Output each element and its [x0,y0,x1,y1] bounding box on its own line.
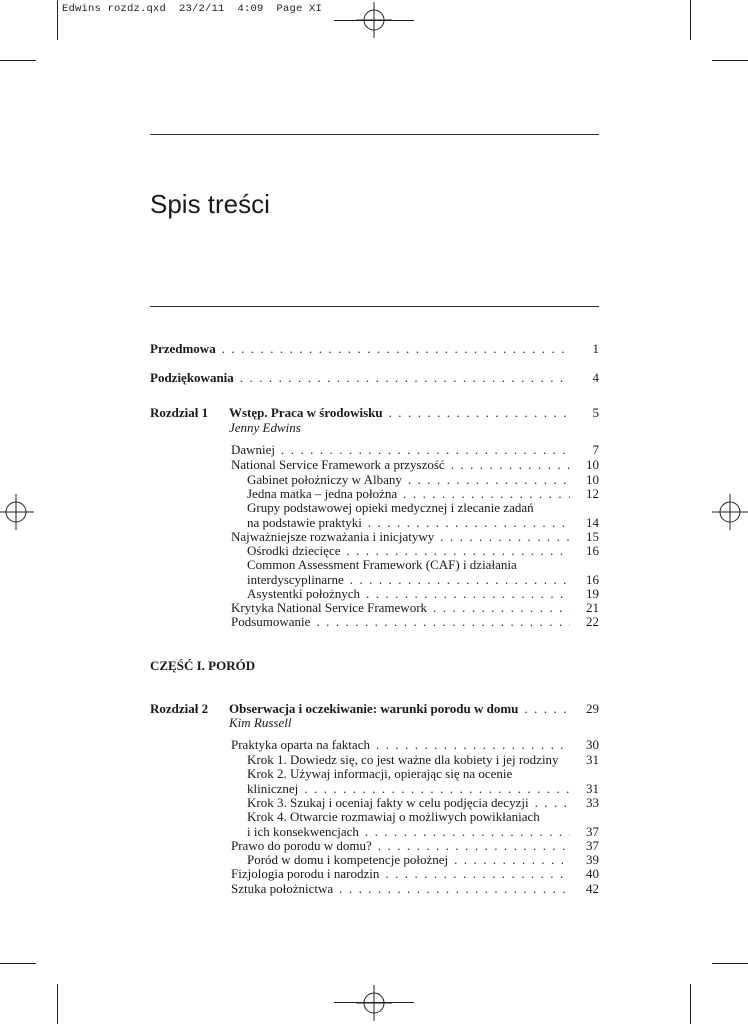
toc-entry[interactable] [247,543,599,558]
toc-entry[interactable] [247,586,599,601]
toc-entry-title: Obserwacja i oczekiwanie: warunki porodu w domu [229,701,519,716]
toc-entry[interactable] [231,614,599,629]
toc-entry[interactable] [247,486,599,501]
toc-entry[interactable] [247,824,599,839]
toc-page-number: 10 [586,472,599,487]
toc-entry-title: Fizjologia porodu i narodzin [231,866,380,881]
crop-mark [0,963,36,964]
toc-entry-title: Krytyka National Service Framework [231,600,428,615]
toc-page-number: 16 [586,543,599,558]
toc-page-number: 10 [586,457,599,472]
dot-leader [454,852,570,867]
toc-entry[interactable] [231,442,599,457]
toc-entry[interactable] [247,572,599,587]
chapter-heading[interactable] [229,405,599,420]
toc-entry-title: Krok 3. Szukaj i oceniaj fakty w celu podjęcia decyzji [247,795,529,810]
chapter-label: Rozdział 2 [150,701,209,716]
toc-entry[interactable] [231,838,599,853]
toc-page-number: 4 [592,370,599,385]
dot-leader [365,824,570,839]
dot-leader [408,472,570,487]
toc-page-number: 14 [586,515,599,530]
dot-leader [524,701,570,716]
toc-entry-title: Poród w domu i kompetencje położnej [247,852,449,867]
crop-mark [57,984,58,1024]
toc-entry-continued: Common Assessment Framework (CAF) i działania [247,557,517,572]
toc-entry[interactable] [231,529,599,544]
top-rule [150,134,599,135]
toc-entry[interactable] [247,795,599,810]
toc-entry-title: Jedna matka – jedna położna [247,486,398,501]
toc-entry-title: na podstawie praktyki [247,515,362,530]
toc-page-number: 5 [592,405,599,420]
crop-mark [690,0,691,40]
dot-leader [222,341,570,356]
toc-page-number: 31 [586,781,599,796]
toc-page-number: 37 [586,824,599,839]
toc-entry-title: Najważniejsze rozważania i inicjatywy [231,529,435,544]
dot-leader [366,586,570,601]
dot-leader [316,614,570,629]
bottom-rule [150,306,599,307]
toc-entry-title: Podsumowanie [231,614,311,629]
crop-mark [0,60,36,61]
toc-page-number: 37 [586,838,599,853]
toc-entry-title: Prawo do porodu w domu? [231,838,372,853]
toc-entry-continued: Krok 2. Używaj informacji, opierając się na ocenie [247,766,513,781]
registration-mark-icon [356,2,392,38]
dot-leader [281,442,570,457]
toc-entry-title: Podziękowania [150,370,234,385]
chapter-label: Rozdział 1 [150,405,209,420]
dot-leader [378,838,570,853]
toc-entry[interactable] [231,866,599,881]
toc-page-number: 33 [586,795,599,810]
toc-entry-continued: Krok 4. Otwarcie rozmawiaj o możliwych powikłaniach [247,809,540,824]
toc-entry[interactable] [247,852,599,867]
dot-leader [304,781,570,796]
toc-entry-podziekowania[interactable] [150,370,599,385]
toc-page-number: 29 [586,701,599,716]
toc-entry[interactable] [231,881,599,896]
toc-entry[interactable] [247,752,599,767]
crop-mark [690,984,691,1024]
toc-entry-title: Asystentki położnych [247,586,361,601]
registration-mark-icon [712,494,748,530]
part-heading: CZĘŚĆ I. PORÓD [150,658,256,673]
toc-page-number: 30 [586,737,599,752]
toc-entry-przedmowa[interactable] [150,341,599,356]
toc-entry-title: interdyscyplinarne [247,572,344,587]
toc-page-number: 15 [586,529,599,544]
crop-mark [712,963,748,964]
toc-entry-title: Wstęp. Praca w środowisku [229,405,383,420]
toc-entry-title: Praktyka oparta na faktach [231,737,370,752]
toc-entry-title: klinicznej [247,781,299,796]
dot-leader [403,486,570,501]
toc-entry[interactable] [231,600,599,615]
dot-leader [346,543,570,558]
dot-leader [535,795,570,810]
dot-leader [451,457,570,472]
page-title: Spis treści [150,189,270,219]
dot-leader [240,370,570,385]
toc-entry[interactable] [231,737,599,752]
toc-entry-title: Krok 1. Dowiedz się, co jest ważne dla kobiety i jej rodziny [247,752,559,767]
toc-page-number: 31 [586,752,599,767]
toc-page-number: 19 [586,586,599,601]
dot-leader [350,572,570,587]
toc-page-number: 40 [586,866,599,881]
toc-entry[interactable] [231,457,599,472]
crop-mark [57,0,58,40]
toc-entry-continued: Grupy podstawowej opieki medycznej i zlecanie zadań [247,500,534,515]
crop-mark [712,60,748,61]
toc-page-number: 7 [592,442,599,457]
registration-mark-icon [0,494,34,530]
toc-page-number: 42 [586,881,599,896]
chapter-author: Kim Russell [229,715,292,730]
dot-leader [339,881,570,896]
registration-mark-icon [356,985,392,1021]
toc-entry-title: Sztuka położnictwa [231,881,334,896]
toc-entry-title: Dawniej [231,442,276,457]
dot-leader [389,405,570,420]
toc-page-number: 39 [586,852,599,867]
toc-entry[interactable] [247,472,599,487]
toc-entry[interactable] [247,781,599,796]
toc-entry[interactable] [247,515,599,530]
dot-leader [440,529,570,544]
toc-page-number: 12 [586,486,599,501]
dot-leader [433,600,570,615]
toc-entry-title: i ich konsekwencjach [247,824,359,839]
toc-page-number: 1 [592,341,599,356]
dot-leader [368,515,570,530]
toc-entry-title: Ośrodki dziecięce [247,543,341,558]
chapter-author: Jenny Edwins [229,420,301,435]
dot-leader [376,737,570,752]
dot-leader [385,866,570,881]
toc-entry-title: Przedmowa [150,341,216,356]
toc-entry-title: Gabinet położniczy w Albany [247,472,402,487]
toc-page-number: 22 [586,614,599,629]
toc-page-number: 21 [586,600,599,615]
printer-slug: Edwins rozdz.qxd 23/2/11 4:09 Page XI [62,3,323,15]
toc-entry-title: National Service Framework a przyszość [231,457,445,472]
toc-page-number: 16 [586,572,599,587]
chapter-heading[interactable] [229,701,599,716]
